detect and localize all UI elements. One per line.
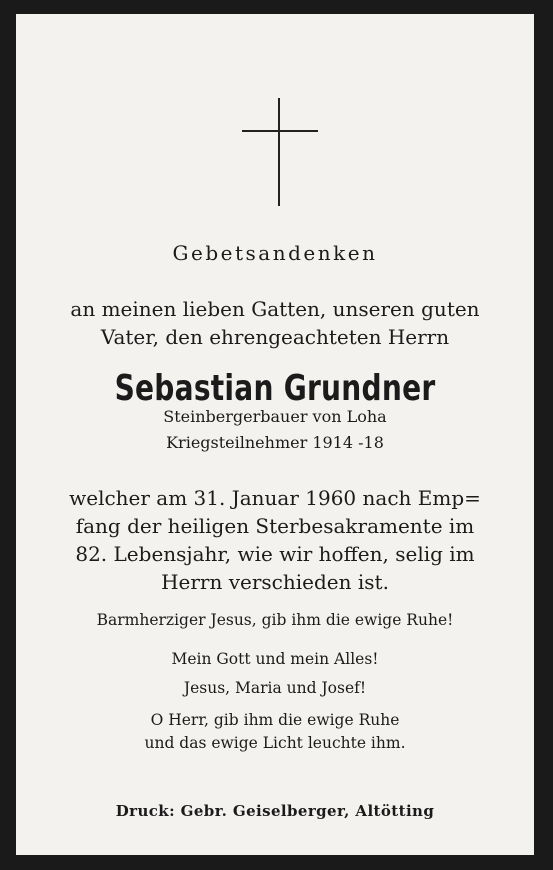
death-notice-line-2: fang der heiligen Sterbesakramente im (75, 514, 475, 538)
prayer-line-3: Jesus, Maria und Josef! (183, 679, 367, 697)
intro-line-1: an meinen lieben Gatten, unseren guten (70, 297, 480, 321)
cross-icon (16, 98, 534, 206)
death-notice-line-4: Herrn verschieden ist. (161, 570, 389, 594)
prayer-line-1: Barmherziger Jesus, gib ihm die ewige Ruhe! (96, 611, 454, 629)
prayer-line-4: O Herr, gib ihm die ewige Ruhe (150, 711, 400, 729)
prayer-line-5: und das ewige Licht leuchte ihm. (144, 734, 406, 752)
death-notice-line-3: 82. Lebensjahr, wie wir hoffen, selig im (75, 542, 475, 566)
intro-line-2: Vater, den ehrengeachteten Herrn (100, 325, 450, 349)
veteran-line: Kriegsteilnehmer 1914 -18 (166, 433, 384, 452)
prayer-line-2: Mein Gott und mein Alles! (171, 650, 379, 668)
occupation-line: Steinbergerbauer von Loha (163, 407, 387, 426)
deceased-name: Sebastian Grundner (114, 368, 436, 409)
printer-credit: Druck: Gebr. Geiselberger, Altötting (115, 802, 435, 820)
memorial-card (16, 14, 534, 855)
death-notice-line-1: welcher am 31. Januar 1960 nach Emp= (69, 486, 481, 510)
card-heading: Gebetsandenken (172, 241, 378, 265)
